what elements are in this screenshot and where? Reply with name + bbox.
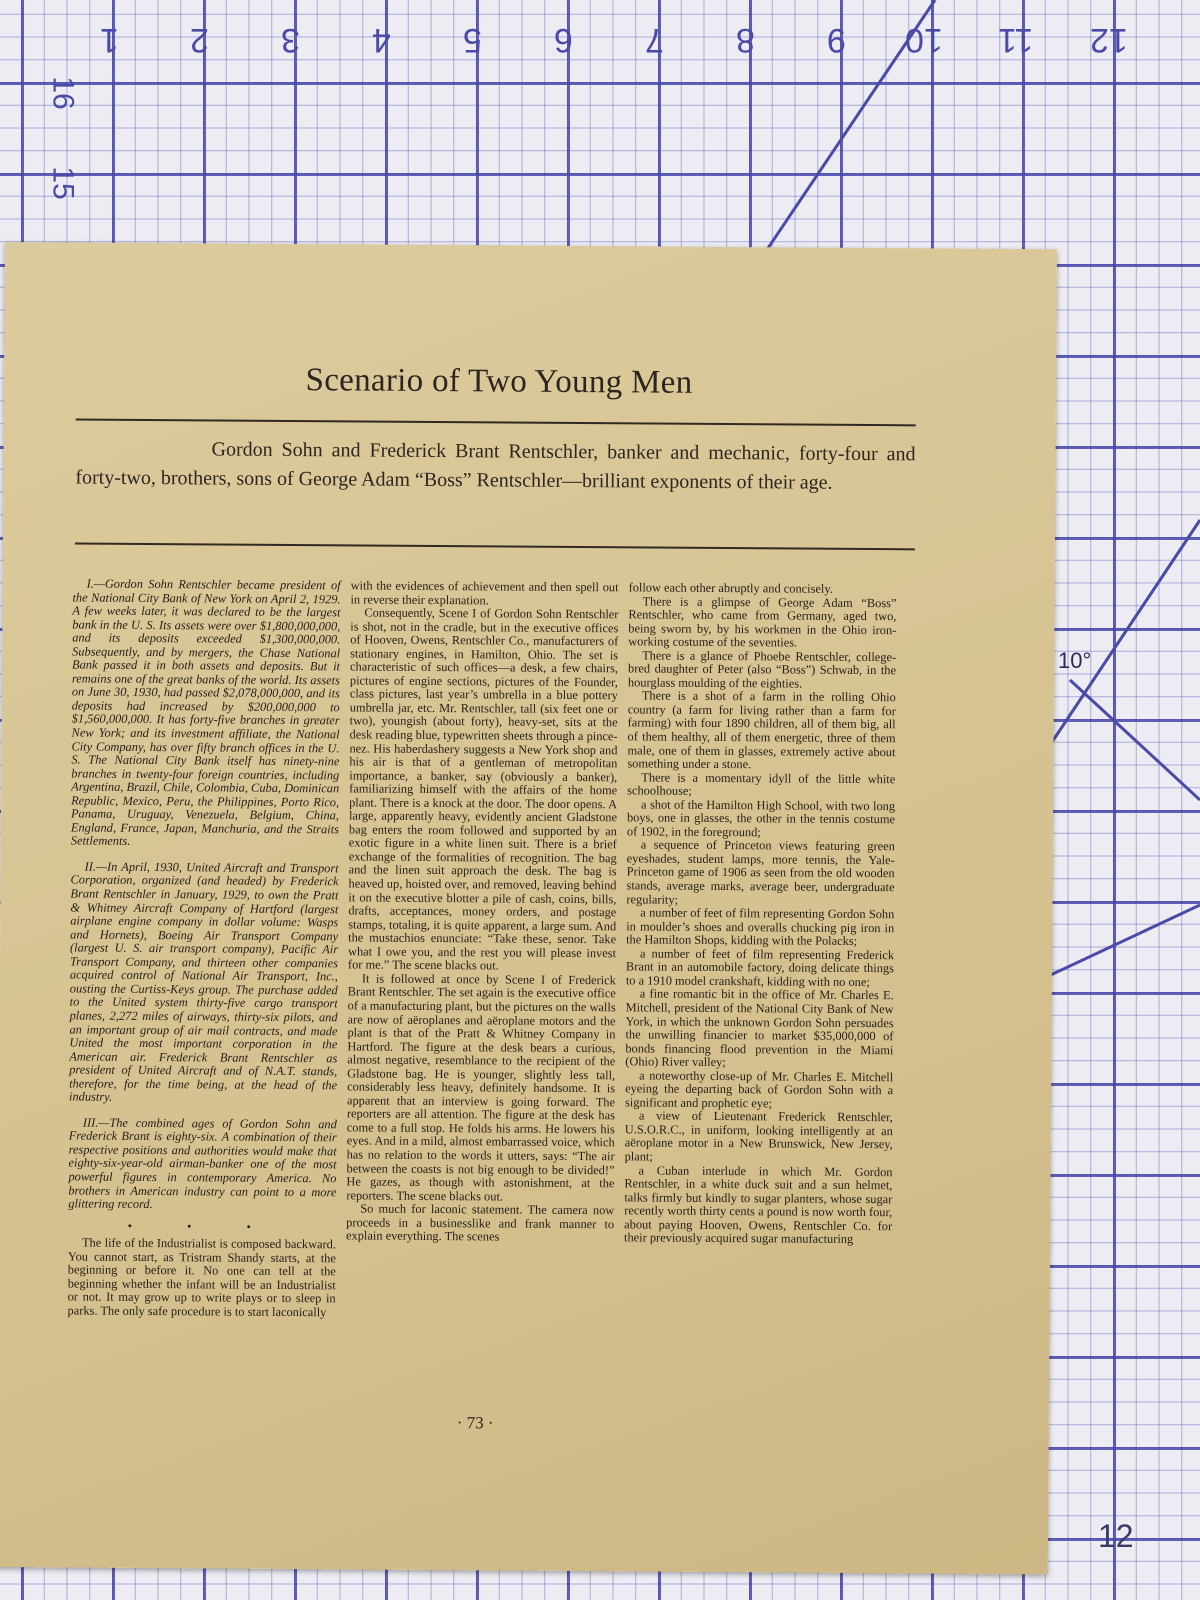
paragraph: There is a glimpse of George Adam “Boss” Rentschler, who came from Germany, aged two, being sworn by, by his workmen in the Ohio iron-working costume of the seventies. [628, 594, 897, 650]
article-title: Scenario of Two Young Men [305, 362, 693, 401]
diagonal-line [1070, 680, 1200, 800]
ruler-left-number: 16 [46, 76, 80, 110]
paragraph: follow each other abruptly and concisely. [628, 580, 833, 596]
ruler-number: 7 [645, 21, 664, 59]
ruler-number: 11 [998, 21, 1034, 59]
angle-label: 10° [1058, 648, 1092, 673]
paragraph: So much for laconic statement. The camera now proceeds in a businesslike and frank manner to explain everything. The scenes [346, 1201, 615, 1244]
corner-number: 12 [1098, 1518, 1134, 1554]
ruler-number: 6 [554, 21, 573, 59]
page-number: · 73 · [456, 1413, 494, 1433]
paragraph: There is a momentary idyll of the little white schoolhouse; [627, 770, 896, 799]
diagonal-line [1040, 905, 1200, 980]
paragraph: a view of Lieutenant Frederick Rentschler, U.S.O.R.C., in uniform, looking intelligently at an aëroplane motor in a New Brunswick, New Jersey, plant; [624, 1108, 893, 1164]
diagonal-line [1040, 520, 1200, 760]
ruler-number: 2 [190, 21, 209, 59]
paragraph: The life of the Industrialist is composed backward. You cannot start, as Tristram Shandy starts, at the beginning or before it. No one can tell at the beginning whether the infant will be an Industrialist or not. It may grow up to write plays or to sleep in parks. The only safe procedure is to start laconically [67, 1235, 337, 1320]
ruler-number: 12 [1090, 21, 1128, 59]
paragraph: with the evidences of achievement and then spell out in reverse their explanation. [350, 578, 619, 607]
paragraph: There is a glance of Phoebe Rentschler, college-bred daughter of Peter (also “Boss”) Schwab, in the hourglass moulding of the eighties. [627, 648, 897, 691]
ruler-number: 8 [736, 21, 755, 59]
column-2 [346, 579, 619, 1245]
paragraph: It is followed at once by Scene I of Frederick Brant Rentschler. The set again is the executive office of a manufacturing plant, but the pictures on the walls are now of aëroplanes and aëroplane motors and the plant is that of the Pratt & Whitney Company in Hartford. The figure at the desk bears a curious, almost negative, resemblance to the recipient of the Gladstone bag. He is younger, slightly less tall, considerably less heavy, definitely handsome. It is apparent that an interview is going forward. The reporters are all attention. The figure at the desk has come to a full stop. He folds his arms. He lowers his eyes. And in a mild, almost embarrassed voice, which has no relation to the words it utters, says: “The air between the coasts is not big enough to be divided!” He gazes, as though with astonishment, at the reporters. The scene blacks out. [346, 971, 616, 1204]
column-3 [624, 581, 897, 1247]
paragraph: a Cuban interlude in which Mr. Gordon Rentschler, in a white duck suit and a sun helmet, talks firmly but kindly to sugar planters, whose sugar recently worth thirty cents a pound is now worth four, about paying Hooven, Owens, Rentschler Co. for their previously acquired sugar manufacturing [624, 1162, 893, 1247]
paragraph: a number of feet of film representing Frederick Brant in an automobile factory, doing delicate things to a 1910 model crankshaft, kidding with no one; [625, 946, 895, 989]
divider [76, 418, 916, 426]
paragraph: a sequence of Princeton views featuring green eyeshades, student lamps, more tennis, the Yale-Princeton game of 1906 as seen from the old wooden stands, average marks, average beer, undergraduate regularity; [626, 837, 895, 907]
paragraph: There is a shot of a farm in the rolling Ohio country (a farm for living rather than a farm for farming) with four 1890 children, all of them big, all of them healthy, all of them energetic, three of them male, one of them in glasses, extremely active about something under a stone. [627, 688, 896, 772]
magazine-page [0, 242, 1057, 1574]
section-dots: • • • [127, 1218, 277, 1234]
paragraph: II.—In April, 1930, United Aircraft and Transport Corporation, organized (and headed) by Frederick Brant Rentschler in January, 1929, to own the Pratt & Whitney Aircraft Company of Hartford (largest airplane engine company in dollar volume: Wasps and Hornets), Boeing Air Transport Company (largest U. S. air transport company), Pacific Air Transport Company, and thirteen other companies acquired control of National Air Transport, Inc., ousting the Curtiss-Keys group. The purchase added to the United system thirty-five cargo transport planes, 2,272 miles of airways, thirty-six pilots, and an important group of air mail contracts, and made United the most important corporation in the American air. Frederick Brant Rentschler as president of United Aircraft and of N.A.T. stands, therefore, for the time being, at the head of the industry. [68, 859, 339, 1105]
column-1 [67, 577, 340, 1319]
paragraph: I.—Gordon Sohn Rentschler became president of the National City Bank of New York on April 2, 1929. A few weeks later, it was declared to be the largest bank in the U. S. Its assets were over $1,800,000,000, and its deposits exceeded $1,300,000,000. Subsequently, and by mergers, the Chase National Bank passed it in both assets and deposits. But it remains one of the great banks of the world. Its assets on June 30, 1930, had passed $2,078,000,000, and its deposits had increased by $200,000,000 to $1,560,000,000. It has forty-five branches in greater New York; and its investment affiliate, the National City Company, has over fifty branch offices in the U. S. The National City Bank itself has ninety-nine branches in twenty-four foreign countries, including Argentina, Brazil, Chile, Colombia, Cuba, Dominican Republic, Mexico, Peru, the Philippines, Porto Rico, Panama, Uruguay, Venezuela, Belgium, China, England, France, Japan, Manchuria, and the Straits Settlements. [70, 576, 341, 849]
paragraph: a fine romantic bit in the office of Mr. Charles E. Mitchell, president of the National City Bank of New York, in which the unknown Gordon Sohn persuades the unwilling financier to market $35,000,000 of bonds financing flood prevention in the Miami (Ohio) River valley; [625, 986, 894, 1070]
paragraph: Consequently, Scene I of Gordon Sohn Rentschler is shot, not in the cradle, but in the executive offices of Hooven, Owens, Rentschler Co., manufacturers of stationary engines, in Hamilton, Ohio. The set is characteristic of such offices—a desk, a few chairs, pictures of engine sections, pictures of the Founder, class pictures, last year’s umbrella in a blue pottery umbrella jar, etc. Mr. Rentschler, tall (six feet one or two), youngish (about forty), heavy-set, sits at the desk reading blue, typewritten sheets through a pince-nez. His haberdashery suggests a New York shop and his air is that of a gentleman of metropolitan importance, a banker, say (obviously a banker), familiarizing himself with the affairs of the home plant. There is a knock at the door. The door opens. A large, apparently heavy, evidently ancient Gladstone bag enters the room followed and supported by an exotic figure in a white linen suit. There is a brief exchange of the formalities of recognition. The bag and the linen suit approach the desk. The bag is heaved up, hoisted over, and removed, leaving behind it on the executive blotter a pile of cash, coins, bills, drafts, acceptances, money orders, and postage stamps, totaling, it is quite apparent, a large sum. And the mustachios enunciate: “Take these, senor. Take what I owe you, and the rest you will please invest for me.” The scene blacks out. [347, 605, 619, 973]
paragraph: III.—The combined ages of Gordon Sohn and Frederick Brant is eighty-six. A combination of their respective positions and authorities would make that eighty-six-year-old airman-banker one of the most powerful figures in contemporary America. No brothers in American industry can point to a more glittering record. [68, 1115, 337, 1212]
ruler-number: 3 [281, 21, 300, 59]
paragraph: a number of feet of film representing Gordon Sohn in moulder’s shoes and overalls chucking pig iron in the Hamilton Shops, kidding with the Polacks; [626, 905, 895, 949]
paragraph: a noteworthy close-up of Mr. Charles E. Mitchell eyeing the departing back of Gordon Sohn with a significant and prophetic eye; [624, 1068, 894, 1111]
ruler-left-number: 15 [46, 166, 80, 200]
ruler-number: 9 [827, 21, 846, 59]
article-intro: Gordon Sohn and Frederick Brant Rentschler, banker and mechanic, forty-four and forty-two, brothers, sons of George Adam “Boss” Rentschler—brilliant exponents of their age. [75, 438, 916, 494]
ruler-number: 10 [905, 21, 943, 59]
ruler-number: 5 [463, 21, 482, 59]
paragraph: a shot of the Hamilton High School, with two long boys, one in glasses, the other in the tennis costume of 1902, in the foreground; [626, 797, 896, 840]
ruler-number: 4 [372, 21, 391, 59]
divider [75, 542, 915, 550]
ruler-number: 1 [100, 21, 119, 59]
